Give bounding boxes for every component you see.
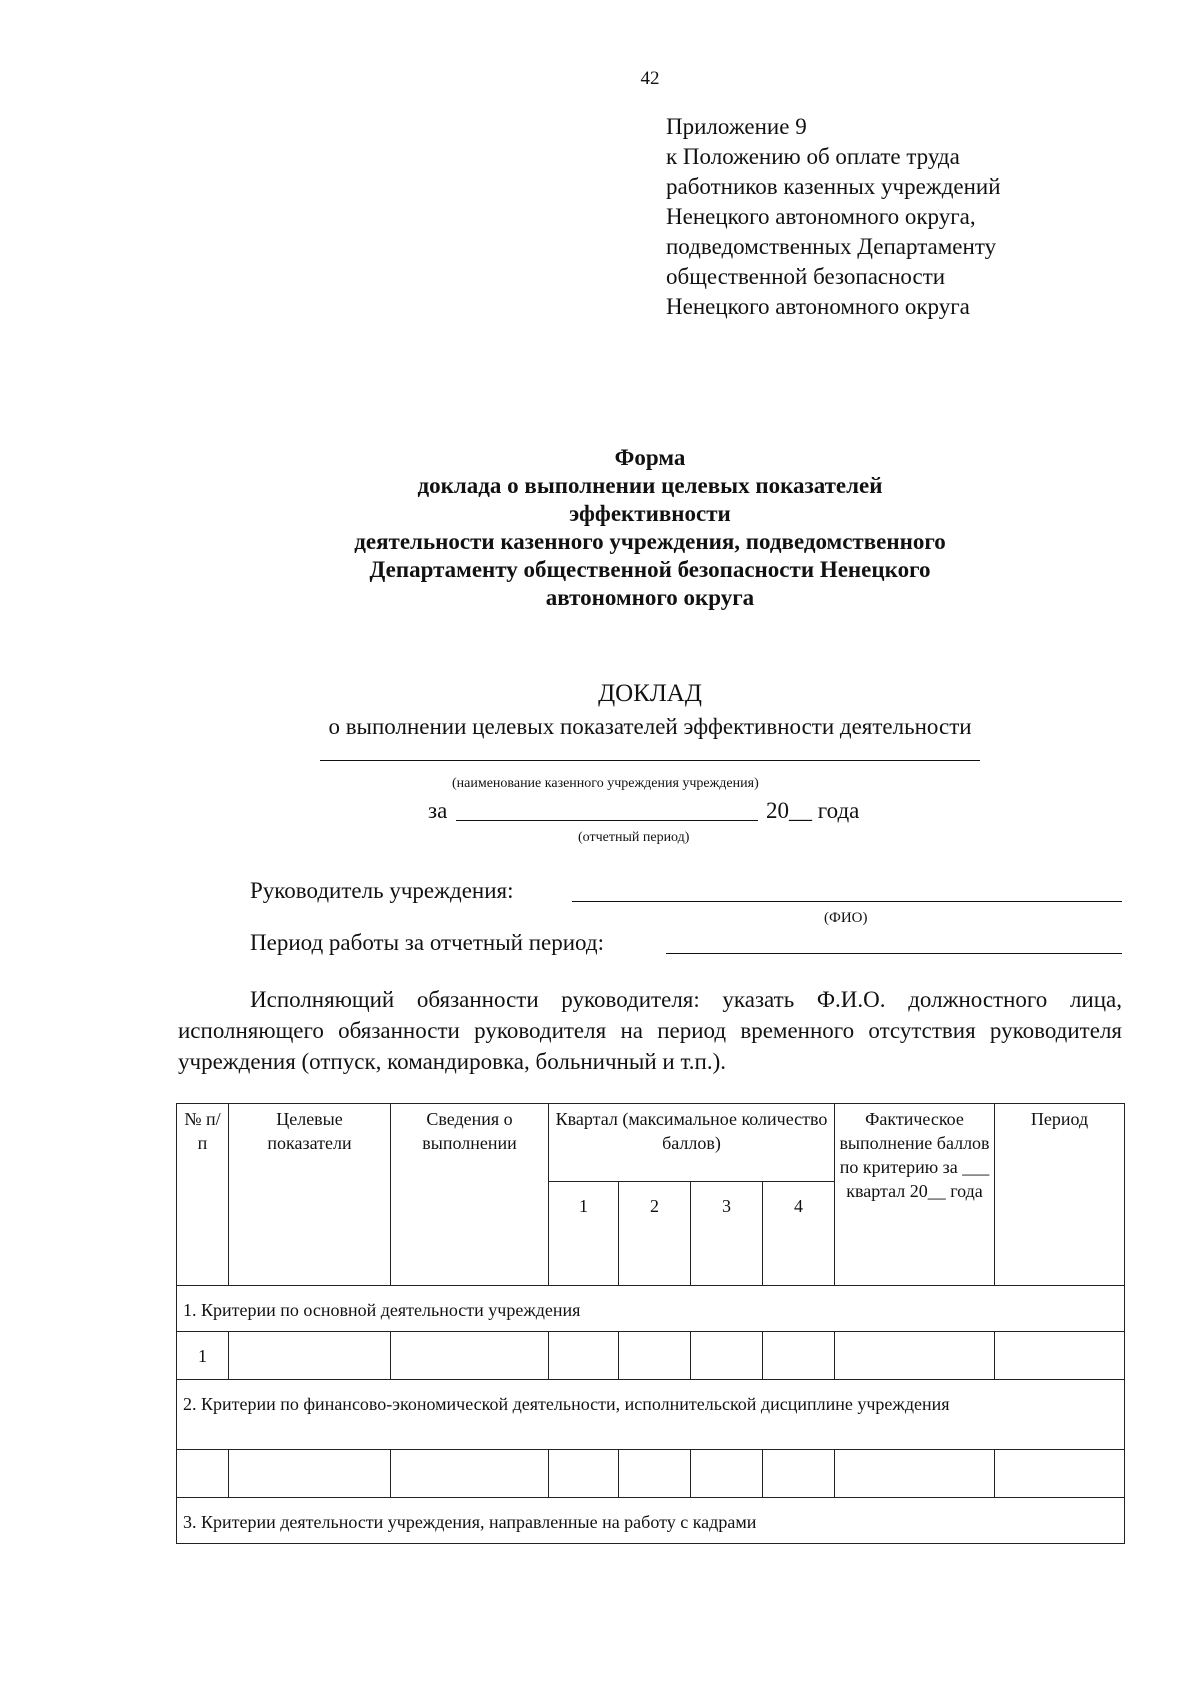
table-cell[interactable] bbox=[229, 1450, 391, 1498]
header-quarter-2: 2 bbox=[619, 1182, 691, 1286]
header-actual: Фактическое выполнение баллов по критерию за ___ квартал 20__ года bbox=[835, 1104, 995, 1286]
header-quarter-4: 4 bbox=[763, 1182, 835, 1286]
header-quarter-1: 1 bbox=[549, 1182, 619, 1286]
period-prefix: за bbox=[428, 798, 448, 823]
criteria-table bbox=[176, 1103, 1125, 1544]
table-cell[interactable] bbox=[691, 1450, 763, 1498]
header-quarter: Квартал (максимальное количество баллов) bbox=[549, 1104, 835, 1182]
table-cell[interactable] bbox=[177, 1450, 229, 1498]
table-cell[interactable] bbox=[763, 1332, 835, 1380]
appendix-line: общественной безопасности bbox=[666, 264, 946, 289]
page-number: 42 bbox=[640, 68, 660, 89]
table-cell[interactable] bbox=[995, 1332, 1125, 1380]
table-cell[interactable] bbox=[835, 1450, 995, 1498]
institution-name-field[interactable] bbox=[320, 760, 980, 761]
appendix-block bbox=[666, 112, 1001, 322]
appendix-line: Ненецкого автономного округа, bbox=[666, 204, 976, 229]
head-caption: (ФИО) bbox=[824, 910, 868, 926]
table-cell[interactable] bbox=[995, 1450, 1125, 1498]
table-cell[interactable] bbox=[763, 1450, 835, 1498]
report-heading: ДОКЛАД bbox=[598, 680, 702, 707]
appendix-line: Ненецкого автономного округа bbox=[666, 294, 970, 319]
acting-head-paragraph: Исполняющий обязанности руководителя: указать Ф.И.О. должностного лица, исполняющего обязанности руководителя на период временного отсутствия руководителя учреждения (отпуск, командировка, больничный и т.п.). bbox=[178, 987, 1122, 1074]
table-cell[interactable] bbox=[391, 1450, 549, 1498]
header-period: Период bbox=[995, 1104, 1125, 1286]
year-text: 20__ года bbox=[766, 798, 860, 823]
work-period-label: Период работы за отчетный период: bbox=[250, 930, 604, 955]
appendix-line: работников казенных учреждений bbox=[666, 174, 1001, 199]
form-title-line: эффективности bbox=[569, 501, 731, 526]
table-cell[interactable] bbox=[619, 1450, 691, 1498]
form-title-line: автономного округа bbox=[545, 585, 755, 610]
table-cell[interactable] bbox=[691, 1332, 763, 1380]
table-cell[interactable] bbox=[549, 1332, 619, 1380]
table-cell[interactable] bbox=[549, 1450, 619, 1498]
form-title-line: Форма bbox=[614, 445, 686, 470]
header-targets: Целевые показатели bbox=[229, 1104, 391, 1286]
header-number: № п/п bbox=[177, 1104, 229, 1286]
appendix-line: Приложение 9 bbox=[666, 114, 807, 139]
table-cell[interactable] bbox=[391, 1332, 549, 1380]
period-caption: (отчетный период) bbox=[578, 830, 690, 845]
header-quarter-3: 3 bbox=[691, 1182, 763, 1286]
report-subheading: о выполнении целевых показателей эффективности деятельности bbox=[328, 714, 972, 739]
period-field[interactable] bbox=[456, 820, 758, 821]
form-title-line: деятельности казенного учреждения, подведомственного bbox=[354, 529, 946, 554]
header-info: Сведения о выполнении bbox=[391, 1104, 549, 1286]
form-title bbox=[240, 444, 1060, 612]
work-period-field[interactable] bbox=[666, 953, 1122, 954]
section-1-row: 1. Критерии по основной деятельности учреждения bbox=[177, 1286, 1125, 1332]
table-cell[interactable] bbox=[619, 1332, 691, 1380]
head-label: Руководитель учреждения: bbox=[250, 878, 514, 903]
appendix-line: к Положению об оплате труда bbox=[666, 144, 960, 169]
table-cell[interactable] bbox=[229, 1332, 391, 1380]
table-cell[interactable] bbox=[835, 1332, 995, 1380]
section-2-row: 2. Критерии по финансово-экономической деятельности, исполнительской дисциплине учреждения bbox=[177, 1380, 1125, 1450]
form-title-line: Департаменту общественной безопасности Ненецкого bbox=[369, 557, 931, 582]
institution-caption: (наименование казенного учреждения учреждения) bbox=[452, 776, 759, 791]
form-title-line: доклада о выполнении целевых показателей bbox=[417, 473, 883, 498]
appendix-line: подведомственных Департаменту bbox=[666, 234, 997, 259]
section-3-row: 3. Критерии деятельности учреждения, направленные на работу с кадрами bbox=[177, 1498, 1125, 1544]
head-name-field[interactable] bbox=[572, 901, 1122, 902]
row-number-cell: 1 bbox=[177, 1332, 229, 1380]
